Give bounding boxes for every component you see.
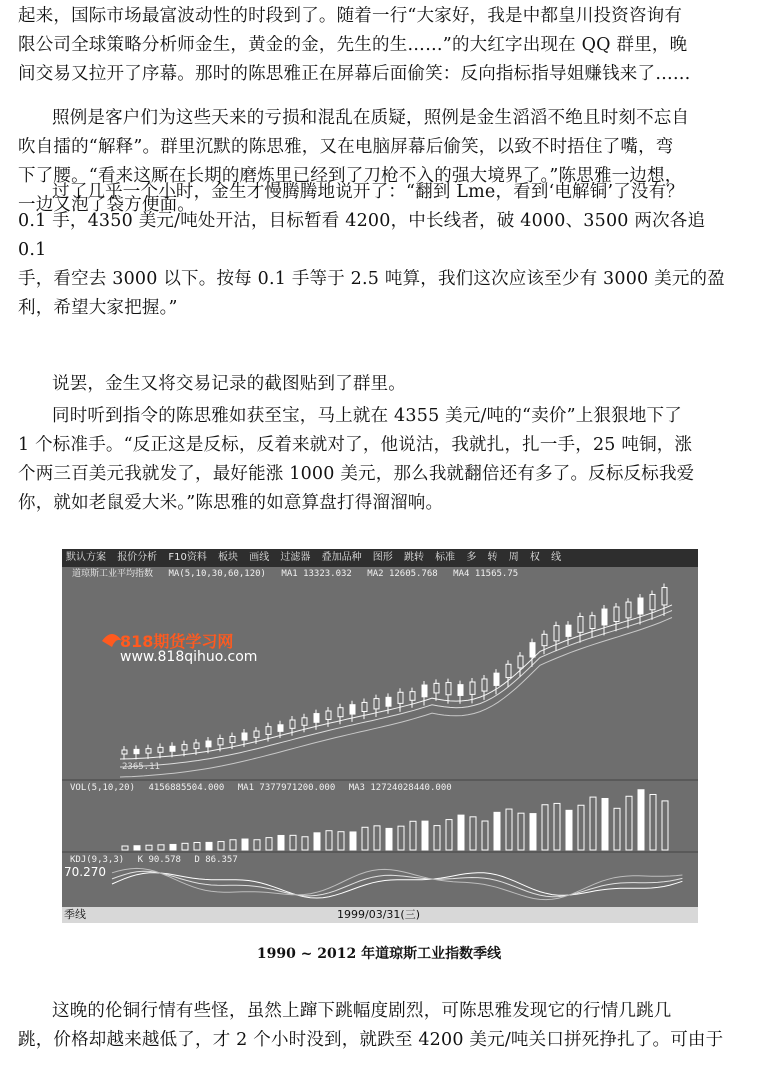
candlestick — [506, 664, 511, 677]
toolbar-item: 周 — [508, 552, 519, 563]
candlestick — [398, 692, 403, 703]
text-line: 0.1 手，4350 美元/吨处开沽，目标暂看 4200，中长线者，破 4000、3500 两次各追 0.1 — [18, 211, 706, 260]
kdj-line — [112, 873, 682, 898]
candlestick — [458, 685, 463, 696]
kdj-label: D 86.357 — [194, 855, 238, 865]
candlestick — [338, 708, 343, 717]
candlestick — [386, 697, 391, 706]
text-line: 起来，国际市场最富波动性的时段到了。随着一行“大家好，我是中都皇川投资咨询有 — [18, 6, 683, 26]
chart-instrument-title: 道琼斯工业平均指数 — [72, 569, 154, 579]
volume-bar — [434, 826, 440, 850]
ma-label: MA4 11565.75 — [453, 569, 519, 579]
toolbar-item: 默认方案 — [66, 552, 106, 563]
kdj-label: KDJ(9,3,3) — [70, 855, 125, 865]
ma-label: MA(5,10,30,60,120) — [168, 569, 266, 579]
volume-bar — [278, 835, 284, 850]
text-line: 限公司全球策略分析师金生，黄金的金，先生的生……”的大红字出现在 QQ 群里，晚 — [18, 35, 688, 55]
candlestick — [482, 679, 487, 691]
volume-bar — [542, 805, 548, 850]
candlestick — [350, 705, 355, 714]
candlestick — [374, 699, 379, 709]
volume-bar — [554, 803, 560, 850]
volume-bar — [146, 845, 152, 850]
text-line: 个两三百美元我就发了，最好能涨 1000 美元，那么我就翻倍还有多了。反标反标我爱 — [18, 464, 695, 484]
candlestick — [266, 727, 271, 735]
volume-bar — [134, 846, 140, 850]
watermark-url: www.818qihuo.com — [120, 649, 258, 665]
low-price-label: 2365.11 — [122, 762, 160, 772]
candlestick — [650, 594, 655, 609]
volume-bar — [386, 828, 392, 850]
text-line: 下了腰。“看来这厮在长期的磨炼里已经到了刀枪不入的强大境界了。”陈思雅一边想， — [18, 166, 683, 186]
ma-label: MA1 13323.032 — [281, 569, 352, 579]
volume-bar — [662, 801, 668, 850]
volume-bar — [518, 813, 524, 850]
volume-bar — [362, 827, 368, 850]
candlestick — [518, 656, 523, 668]
candlestick — [182, 745, 187, 750]
toolbar-item: 报价分析 — [117, 552, 158, 563]
toolbar-item: 转 — [487, 552, 498, 563]
volume-info — [62, 782, 698, 795]
volume-bar — [230, 840, 236, 850]
volume-bar — [578, 805, 584, 850]
toolbar-item: 多 — [466, 552, 477, 563]
candlestick — [614, 607, 619, 621]
toolbar-item: 标准 — [435, 552, 456, 563]
text-line: 这晚的伦铜行情有些怪，虽然上蹿下跳幅度剧烈，可陈思雅发现它的行情几跳几 — [52, 1001, 672, 1021]
candlestick — [254, 731, 259, 737]
chart-ma-info — [62, 567, 698, 581]
candlestick — [302, 718, 307, 725]
candlestick — [662, 588, 667, 605]
candlestick — [206, 741, 211, 747]
volume-bar — [398, 826, 404, 850]
kdj-line — [112, 871, 682, 896]
toolbar-item: 线 — [551, 552, 562, 563]
volume-bar — [170, 844, 176, 850]
period-label: 季线 — [64, 908, 86, 921]
volume-bar — [326, 831, 332, 850]
toolbar-item: 图形 — [372, 552, 393, 563]
chart-toolbar — [62, 549, 698, 567]
text-line: 同时听到指令的陈思雅如获至宝，马上就在 4355 美元/吨的“卖价”上狠狠地下了 — [52, 406, 682, 426]
candlestick — [278, 725, 283, 732]
candlestick — [170, 746, 175, 751]
text-line: 跳，价格却越来越低了，才 2 个小时没到，就跌至 4200 美元/吨关口拼死挣扎了。可由于 — [18, 1030, 724, 1050]
kdj-level-label: 70.270 — [64, 865, 106, 879]
candlestick — [530, 643, 535, 657]
candlestick — [542, 634, 547, 645]
candlestick — [590, 616, 595, 629]
text-line: 利，希望大家把握。” — [18, 298, 178, 318]
volume-bar — [266, 838, 272, 850]
toolbar-item: 跳转 — [403, 552, 424, 563]
volume-bar — [218, 842, 224, 850]
candlestick — [134, 749, 139, 753]
volume-bar — [254, 840, 260, 850]
kdj-label: K 90.578 — [137, 855, 181, 865]
volume-bar — [314, 833, 320, 850]
cursor-date: 1999/03/31(三) — [337, 908, 420, 921]
toolbar-item: 权 — [529, 552, 540, 563]
candlestick — [122, 750, 127, 754]
candlestick — [362, 702, 367, 711]
candlestick — [194, 743, 199, 749]
volume-bar — [290, 835, 296, 850]
candlestick — [494, 673, 499, 685]
candlestick — [146, 749, 151, 753]
volume-bar — [206, 842, 212, 850]
volume-bar — [122, 846, 128, 850]
chart-screenshot — [62, 549, 698, 923]
candlestick — [626, 602, 631, 618]
paragraph-6 — [18, 997, 738, 1055]
volume-bar — [626, 796, 632, 850]
paragraph-4 — [18, 370, 738, 399]
candlestick — [410, 692, 415, 701]
candlestick — [218, 739, 223, 745]
candlestick — [566, 625, 571, 636]
candlestick — [422, 685, 427, 697]
watermark-logo: 818期货学习网 — [120, 632, 234, 651]
volume-bar — [470, 817, 476, 850]
vol-label: MA1 7377971200.000 — [237, 783, 336, 793]
candlestick — [638, 598, 643, 614]
text-line: 你，就如老鼠爱大米。”陈思雅的如意算盘打得溜溜响。 — [18, 493, 444, 513]
volume-bar — [374, 826, 380, 850]
volume-bar — [494, 812, 500, 850]
kdj-line — [112, 868, 682, 899]
volume-bar — [410, 821, 416, 850]
volume-bar — [590, 797, 596, 850]
volume-bar — [194, 842, 200, 850]
volume-bar — [530, 814, 536, 850]
toolbar-item: 过滤器 — [280, 552, 311, 563]
candlestick — [314, 714, 319, 723]
candlestick — [242, 733, 247, 740]
ma-line — [120, 605, 672, 759]
candlestick — [470, 682, 475, 694]
text-line: 过了几乎一个小时，金生才慢腾腾地说开了：“翻到 Lme，看到‘电解铜’了没有？ — [52, 182, 685, 202]
volume-bar — [614, 808, 620, 850]
paragraph-3 — [18, 178, 738, 323]
figure-caption: 1990 ~ 2012 年道琼斯工业指数季线 — [256, 946, 502, 962]
candlestick — [578, 617, 583, 633]
ma-label: MA2 12605.768 — [367, 569, 438, 579]
toolbar-item: F10资料 — [168, 552, 207, 563]
volume-bar — [182, 843, 188, 850]
volume-bar — [242, 839, 248, 850]
toolbar-item: 板块 — [218, 552, 239, 563]
toolbar-item: 叠加品种 — [321, 552, 362, 563]
text-line: 说罢，金生又将交易记录的截图贴到了群里。 — [52, 374, 406, 394]
text-line: 间交易又拉开了序幕。那时的陈思雅正在屏幕后面偷笑：反向指标指导姐赚钱来了…… — [18, 64, 691, 84]
text-line: 吹自擂的“解释”。群里沉默的陈思雅，又在电脑屏幕后偷笑，以致不时捂住了嘴，弯 — [18, 137, 674, 157]
candlestick — [554, 626, 559, 641]
volume-bar — [422, 821, 428, 850]
volume-bar — [350, 832, 356, 850]
paragraph-5 — [18, 402, 738, 518]
volume-bar — [506, 809, 512, 850]
candlestick — [158, 747, 163, 752]
volume-bar — [458, 815, 464, 850]
candlestick — [290, 720, 295, 728]
candlestick — [602, 609, 607, 625]
vol-label: 4156885504.000 — [148, 783, 225, 793]
volume-bar — [446, 820, 452, 850]
paragraph-1 — [18, 2, 738, 89]
toolbar-item: 画线 — [249, 552, 270, 563]
volume-bar — [158, 845, 164, 850]
watermark-flame-icon — [102, 634, 122, 647]
candlestick — [326, 711, 331, 719]
text-line: 照例是客户们为这些天来的亏损和混乱在质疑，照例是金生滔滔不绝且时刻不忘自 — [52, 108, 690, 128]
volume-bar — [302, 837, 308, 850]
text-line: 手，看空去 3000 以下。按每 0.1 手等于 2.5 吨算，我们这次应该至少有 3000 美元的盈 — [18, 269, 725, 289]
text-line: 一边又泡了袋方便面。 — [18, 195, 195, 215]
volume-bar — [602, 798, 608, 850]
volume-bar — [338, 832, 344, 850]
vol-label: MA3 12724028440.000 — [348, 783, 452, 793]
chart-status-bar — [62, 907, 698, 923]
volume-bar — [482, 821, 488, 850]
vol-label: VOL(5,10,20) — [70, 783, 136, 793]
text-line: 1 个标准手。“反正这是反标，反着来就对了，他说沽，我就扎，扎一手，25 吨铜，涨 — [18, 435, 693, 455]
candlestick — [230, 736, 235, 742]
volume-bar — [638, 790, 644, 850]
candlestick — [446, 683, 451, 695]
volume-bar — [566, 810, 572, 850]
candlestick — [434, 683, 439, 693]
volume-bar — [650, 794, 656, 850]
kdj-info — [62, 854, 698, 867]
